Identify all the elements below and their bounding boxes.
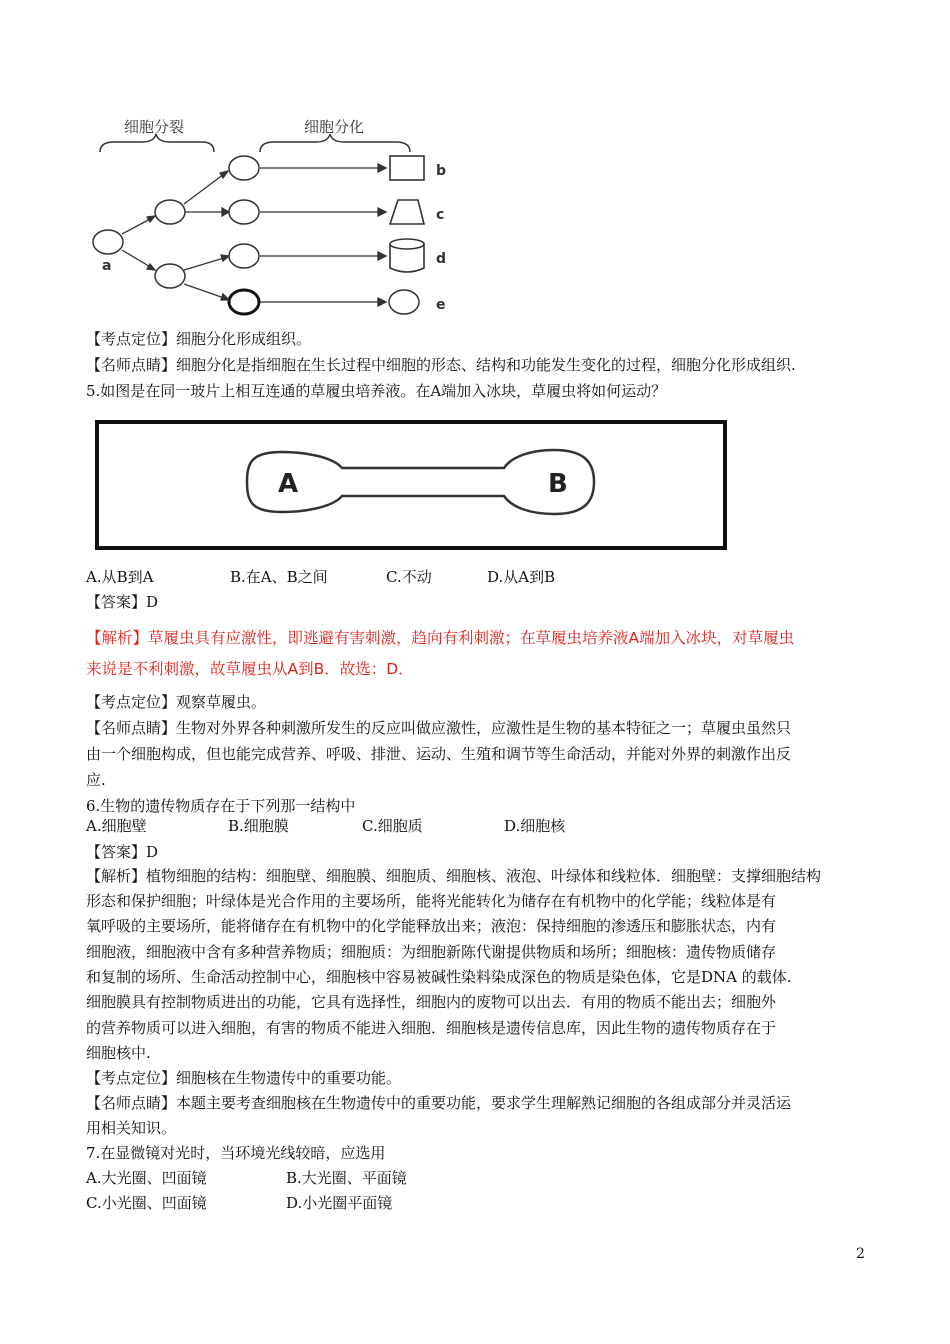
q6-option-d: D.细胞核 (504, 817, 566, 835)
tissue-d-shape (390, 239, 424, 272)
differentiation-bracket (260, 134, 410, 152)
q4-dianjing: 【名师点睛】细胞分化是指细胞在生长过程中细胞的形态、结构和功能发生变化的过程，细胞分化形成组织. (86, 356, 796, 374)
q6-analysis-line: 和复制的场所、生命活动控制中心，细胞核中容易被碱性染料染成深色的物质是染色体，它是DNA 的载体. (86, 968, 792, 986)
tissue-b-label: b (436, 163, 447, 179)
division-label: 细胞分裂 (124, 118, 185, 136)
q6-analysis-line: 的营养物质可以进入细胞，有害的物质不能进入细胞．细胞核是遗传信息库，因此生物的遗传物质存在于 (86, 1019, 777, 1037)
q5-answer: 【答案】D (86, 593, 159, 611)
tissue-e-label: e (436, 297, 446, 313)
culture-a-label: A (278, 469, 299, 499)
tissue-d-label: d (436, 251, 447, 267)
q6-option-b: B.细胞膜 (228, 817, 289, 835)
q6-analysis-line: 细胞膜具有控制物质进出的功能，它具有选择性，细胞内的废物可以出去．有用的物质不能出去；细胞外 (86, 993, 777, 1011)
q6-analysis-line: 形态和保护细胞；叶绿体是光合作用的主要场所，能将光能转化为储存在有机物中的化学能；线粒体是有 (86, 892, 777, 910)
q6-dianjing-line1: 【名师点睛】本题主要考查细胞核在生物遗传中的重要功能，要求学生理解熟记细胞的各组成部分并灵活运 (86, 1094, 792, 1112)
q4-kaodian: 【考点定位】细胞分化形成组织。 (86, 330, 312, 348)
tissue-b-shape (390, 156, 424, 180)
culture-b-label: B (548, 469, 568, 499)
cell-mid-bottom (155, 264, 185, 288)
q5-analysis-line2: 来说是不利刺激，故草履虫从A到B．故选：D． (86, 660, 414, 678)
cell-3 (229, 244, 259, 268)
division-bracket (100, 134, 214, 152)
q5-dianjing-line2: 由一个细胞构成，但也能完成营养、呼吸、排泄、运动、生殖和调节等生命活动，并能对外界的刺激作出反 (86, 745, 792, 763)
q6-kaodian: 【考点定位】细胞核在生物遗传中的重要功能。 (86, 1069, 402, 1087)
q6-analysis-line: 氧呼吸的主要场所，能将储存在有机物中的化学能释放出来；液泡：保持细胞的渗透压和膨胀状态，内有 (86, 917, 777, 935)
cell-4 (229, 290, 259, 314)
q5-option-d: D.从A到B (487, 568, 556, 586)
cell-a-label: a (102, 258, 112, 274)
q5-analysis-line1: 【解析】草履虫具有应激性，即逃避有害刺激，趋向有利刺激；在草履虫培养液A端加入冰块，对草履虫 (86, 629, 795, 647)
q7-option-a: A.大光圈、凹面镜 (86, 1169, 207, 1187)
q6-analysis-line: 【解析】植物细胞的结构：细胞壁、细胞膜、细胞质、细胞核、液泡、叶绿体和线粒体．细胞壁：支撑细胞结构 (86, 867, 822, 885)
q7-option-d: D.小光圈平面镜 (286, 1194, 393, 1212)
q5-option-b: B.在A、B之间 (230, 568, 328, 586)
q5-dianjing-line1: 【名师点睛】生物对外界各种刺激所发生的反应叫做应激性，应激性是生物的基本特征之一；草履虫虽然只 (86, 719, 792, 737)
tissue-e-shape (389, 290, 419, 314)
q6-question: 6.生物的遗传物质存在于下列那一结构中 (86, 797, 356, 815)
differentiation-label: 细胞分化 (304, 118, 365, 136)
tissue-c-label: c (436, 207, 445, 223)
q7-question: 7.在显微镜对光时，当环境光线较暗，应选用 (86, 1144, 386, 1162)
q5-question: 5.如图是在同一玻片上相互连通的草履虫培养液。在A端加入冰块，草履虫将如何运动？ (86, 382, 667, 400)
tissue-c-shape (390, 200, 424, 224)
cell-differentiation-figure (84, 108, 464, 324)
cell-a (93, 230, 123, 254)
cell-2 (229, 200, 259, 224)
cell-mid-top (155, 200, 185, 224)
q5-kaodian: 【考点定位】观察草履虫。 (86, 693, 267, 711)
q6-analysis-line: 细胞液，细胞液中含有多种营养物质；细胞质：为细胞新陈代谢提供物质和场所；细胞核：遗传物质储存 (86, 943, 777, 961)
q6-option-a: A.细胞壁 (86, 817, 147, 835)
cell-1 (229, 156, 259, 180)
q6-dianjing-line2: 用相关知识。 (86, 1119, 177, 1137)
q6-option-c: C.细胞质 (362, 817, 423, 835)
q6-answer: 【答案】D (86, 843, 159, 861)
q6-analysis-line: 细胞核中. (86, 1044, 151, 1062)
q7-option-b: B.大光圈、平面镜 (286, 1169, 407, 1187)
q7-option-c: C.小光圈、凹面镜 (86, 1194, 207, 1212)
q5-option-a: A.从B到A (86, 568, 154, 586)
q5-option-c: C.不动 (386, 568, 432, 586)
page-number: 2 (856, 1246, 865, 1262)
paramecium-slide-figure (92, 418, 732, 554)
q5-dianjing-line3: 应. (86, 771, 106, 789)
